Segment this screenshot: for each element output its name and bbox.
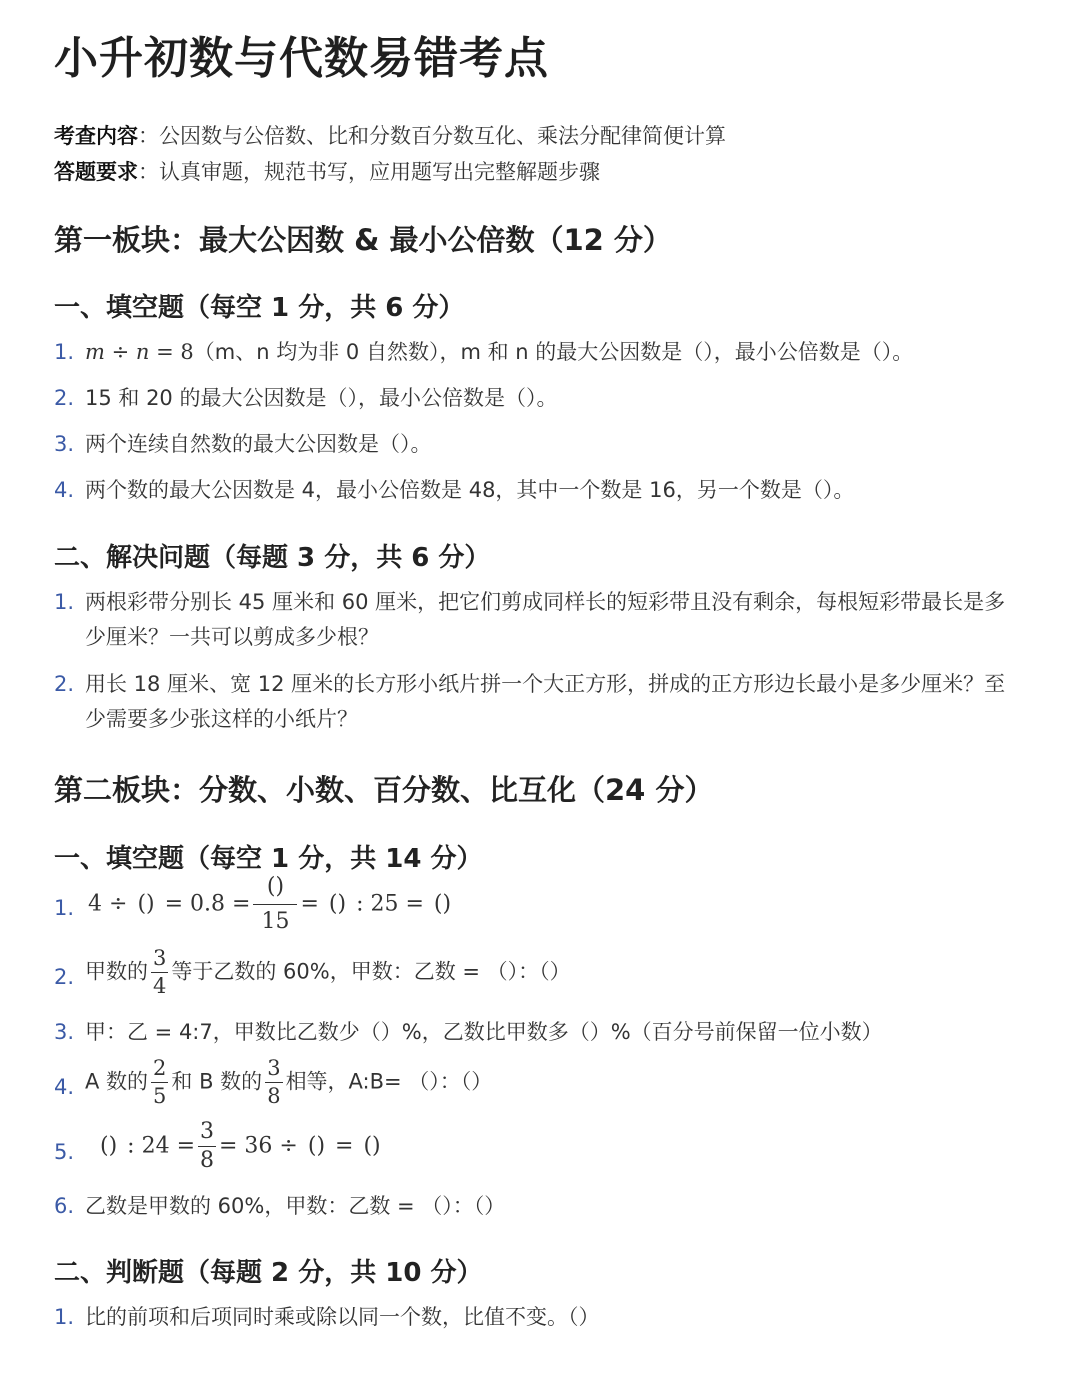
question-text: 比的前项和后项同时乘或除以同一个数，比值不变。（） [85,1305,600,1329]
question-text: 两个连续自然数的最大公因数是（）。 [85,432,432,456]
answer-requirement-label: 答题要求 [54,160,138,184]
part1-fill-q3 [54,427,1040,462]
question-number: 1. [54,1305,75,1329]
question-number: 1. [54,896,75,920]
part2-judge-q1 [54,1300,1040,1335]
fraction: $\frac{2}{5}$ [153,1056,167,1108]
math-expression: m ÷ n = 8 [85,340,194,364]
question-number: 1. [54,340,75,364]
part2-judge-heading: 二、判断题（每题 2 分，共 10 分） [54,1258,483,1288]
part2-fill-q5 [54,1121,1040,1172]
part1-solve-heading: 二、解决问题（每题 3 分，共 6 分） [54,543,491,573]
question-number: 5. [54,1140,75,1164]
part1-solve-q1 [54,585,1040,655]
exam-content-line [54,120,726,150]
part2-fill-q2: 2. 甲数的 $\frac{3}{4}$ 等于乙数的 60%，甲数：乙数 = （）：（） [54,946,571,998]
question-text: 两个数的最大公因数是 4，最小公倍数是 48，其中一个数是 16，另一个数是（）。 [85,478,855,502]
part2-heading: 第二板块：分数、小数、百分数、比互化（24 分） [54,773,714,807]
part1-fill-q2 [54,381,1040,416]
blank: () [433,891,452,917]
question-number: 3. [54,432,75,456]
fraction: $\frac{3}{8}$ [200,1119,214,1173]
math-expression: 4 ÷ () = 0.8 = $\frac{()}{15}$ = () : 25 = () [88,874,452,934]
question-text: 乙数是甲数的 60%，甲数：乙数 = （）：（） [85,1194,506,1218]
question-number: 2. [54,672,75,696]
part2-fill-q4: 4. A 数的 $\frac{2}{5}$ 和 B 数的 $\frac{3}{8}$ 相等，A:B= （）：（） [54,1056,493,1108]
question-text-line1: 用长 18 厘米、宽 12 厘米的长方形小纸片拼一个大正方形，拼成的正方形边长最小是多少厘米？至 [85,672,1006,696]
part1-fill-heading: 一、填空题（每空 1 分，共 6 分） [54,293,465,323]
question-number: 6. [54,1194,75,1218]
part1-fill-q1 [54,335,1040,370]
question-text-line1: 两根彩带分别长 45 厘米和 60 厘米，把它们剪成同样长的短彩带且没有剩余，每根短彩带最长是多 [85,590,1006,614]
blank: () [328,891,347,917]
page-title: 小升初数与代数易错考点 [54,33,549,84]
question-number: 2. [54,965,75,989]
part1-solve-q2 [54,667,1040,737]
question-number: 4. [54,1075,75,1099]
part2-fill-heading: 一、填空题（每空 1 分，共 14 分） [54,844,483,874]
part2-fill-q1 [54,876,1040,933]
part1-fill-q4 [54,473,1040,508]
question-number: 1. [54,590,75,614]
question-text: 甲：乙 = 4:7，甲数比乙数少（）%，乙数比甲数多（）%（百分号前保留一位小数） [85,1020,883,1044]
question-text: （m、n 均为非 0 自然数），m 和 n 的最大公因数是（），最小公倍数是（）。 [193,340,914,364]
fraction: $\frac{()}{15}$ [253,876,297,933]
exam-content-text: ：公因数与公倍数、比和分数百分数互化、乘法分配律简便计算 [138,124,726,148]
answer-requirement-line [54,156,600,186]
question-number: 3. [54,1020,75,1044]
part2-fill-q6 [54,1189,1040,1224]
question-text-line2: 少厘米？一共可以剪成多少根？ [85,625,379,649]
blank: () [363,1133,381,1159]
exam-content-label: 考查内容 [54,124,138,148]
blank: () [307,1133,326,1159]
part1-heading: 第一板块：最大公因数 & 最小公倍数（12 分） [54,223,672,257]
fraction: $\frac{3}{8}$ [267,1056,281,1108]
blank: () [137,891,155,917]
part2-fill-q3 [54,1015,1040,1050]
blank: () [100,1133,118,1159]
fraction: $\frac{3}{4}$ [153,946,167,998]
question-number: 2. [54,386,75,410]
math-expression: () : 24 = $\frac{3}{8}$ = 36 ÷ () = () [100,1119,381,1173]
answer-requirement-text: ：认真审题，规范书写，应用题写出完整解题步骤 [138,160,600,184]
question-number: 4. [54,478,75,502]
question-text-line2: 少需要多少张这样的小纸片？ [85,707,358,731]
question-text: 15 和 20 的最大公因数是（），最小公倍数是（）。 [85,386,558,410]
